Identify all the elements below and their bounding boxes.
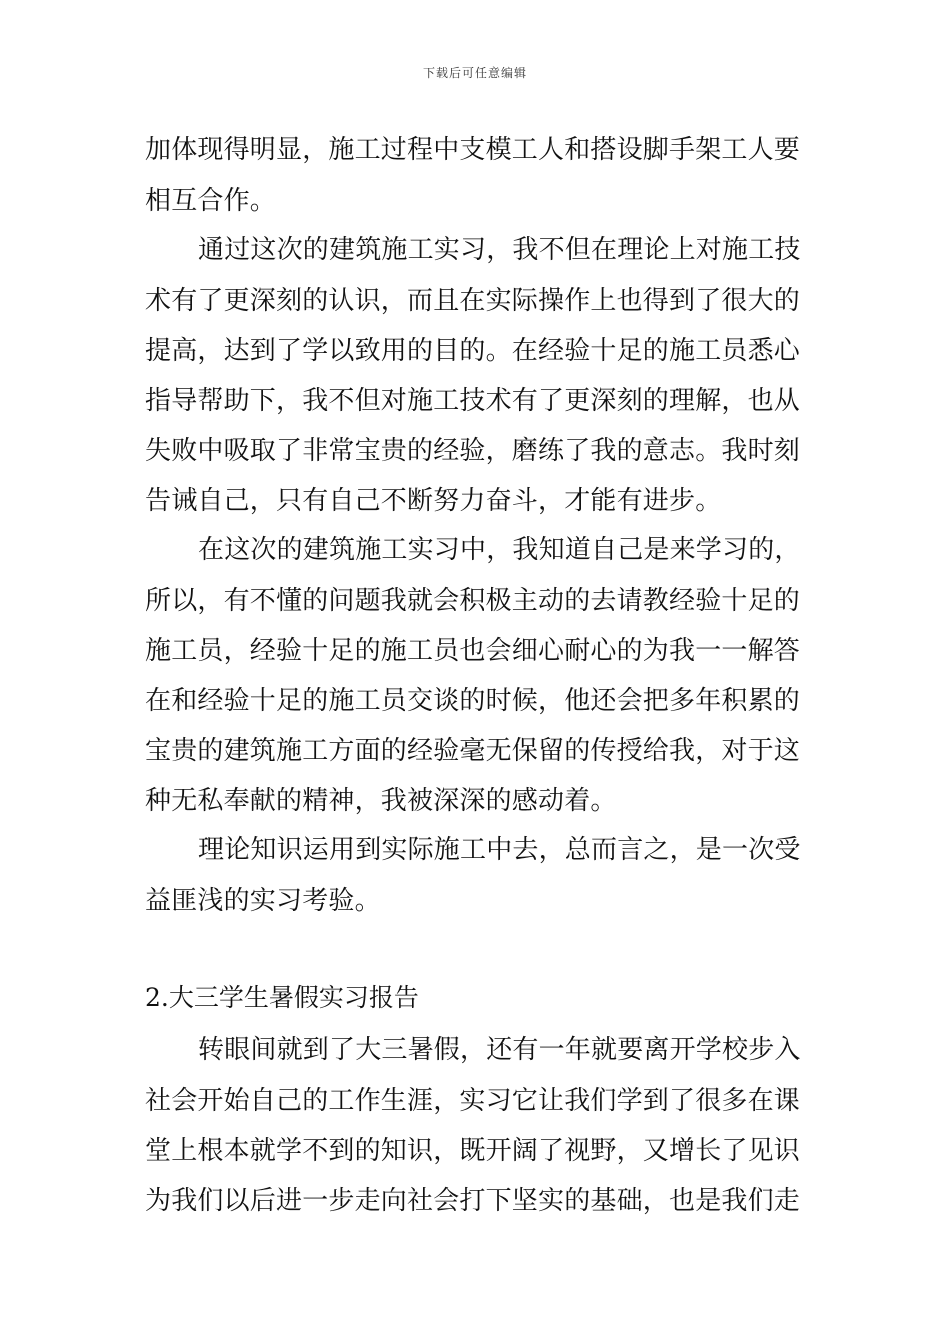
paragraph-1-line-1: 加体现得明显，施工过程中支模工人和搭设脚手架工人要 (145, 135, 801, 165)
paragraph-3-line-1: 在这次的建筑施工实习中，我知道自己是来学习的， (198, 535, 801, 565)
page-header: 下载后可任意编辑 (422, 66, 527, 80)
paragraph-4-line-2: 益匪浅的实习考验。 (145, 886, 381, 916)
paragraph-3-line-4: 在和经验十足的施工员交谈的时候，他还会把多年积累的 (145, 686, 801, 716)
paragraph-2-line-6: 告诫自己，只有自己不断努力奋斗，才能有进步。 (145, 486, 722, 516)
section-paragraph-line-4: 为我们以后进一步走向社会打下坚实的基础，也是我们走 (145, 1186, 801, 1216)
section-paragraph-line-1: 转眼间就到了大三暑假，还有一年就要离开学校步入 (198, 1035, 801, 1065)
paragraph-2-line-4: 指导帮助下，我不但对施工技术有了更深刻的理解，也从 (145, 386, 801, 416)
paragraph-2-line-1: 通过这次的建筑施工实习，我不但在理论上对施工技 (198, 235, 801, 265)
paragraph-2-line-5: 失败中吸取了非常宝贵的经验，磨练了我的意志。我时刻 (145, 436, 801, 466)
paragraph-1-line-2: 相互合作。 (145, 186, 277, 216)
paragraph-4-line-1: 理论知识运用到实际施工中去，总而言之，是一次受 (198, 835, 801, 865)
paragraph-2-line-3: 提高，达到了学以致用的目的。在经验十足的施工员悉心 (145, 336, 801, 366)
section-paragraph-line-3: 堂上根本就学不到的知识，既开阔了视野，又增长了见识 (145, 1136, 801, 1166)
paragraph-2-line-2: 术有了更深刻的认识，而且在实际操作上也得到了很大的 (145, 286, 801, 316)
paragraph-3-line-6: 种无私奉献的精神，我被深深的感动着。 (145, 786, 617, 816)
section-heading: 2.大三学生暑假实习报告 (145, 983, 419, 1012)
paragraph-3-line-5: 宝贵的建筑施工方面的经验毫无保留的传授给我，对于这 (145, 736, 801, 766)
paragraph-3-line-3: 施工员，经验十足的施工员也会细心耐心的为我一一解答 (145, 636, 801, 666)
paragraph-3-line-2: 所以，有不懂的问题我就会积极主动的去请教经验十足的 (145, 586, 801, 616)
section-paragraph-line-2: 社会开始自己的工作生涯，实习它让我们学到了很多在课 (145, 1086, 801, 1116)
